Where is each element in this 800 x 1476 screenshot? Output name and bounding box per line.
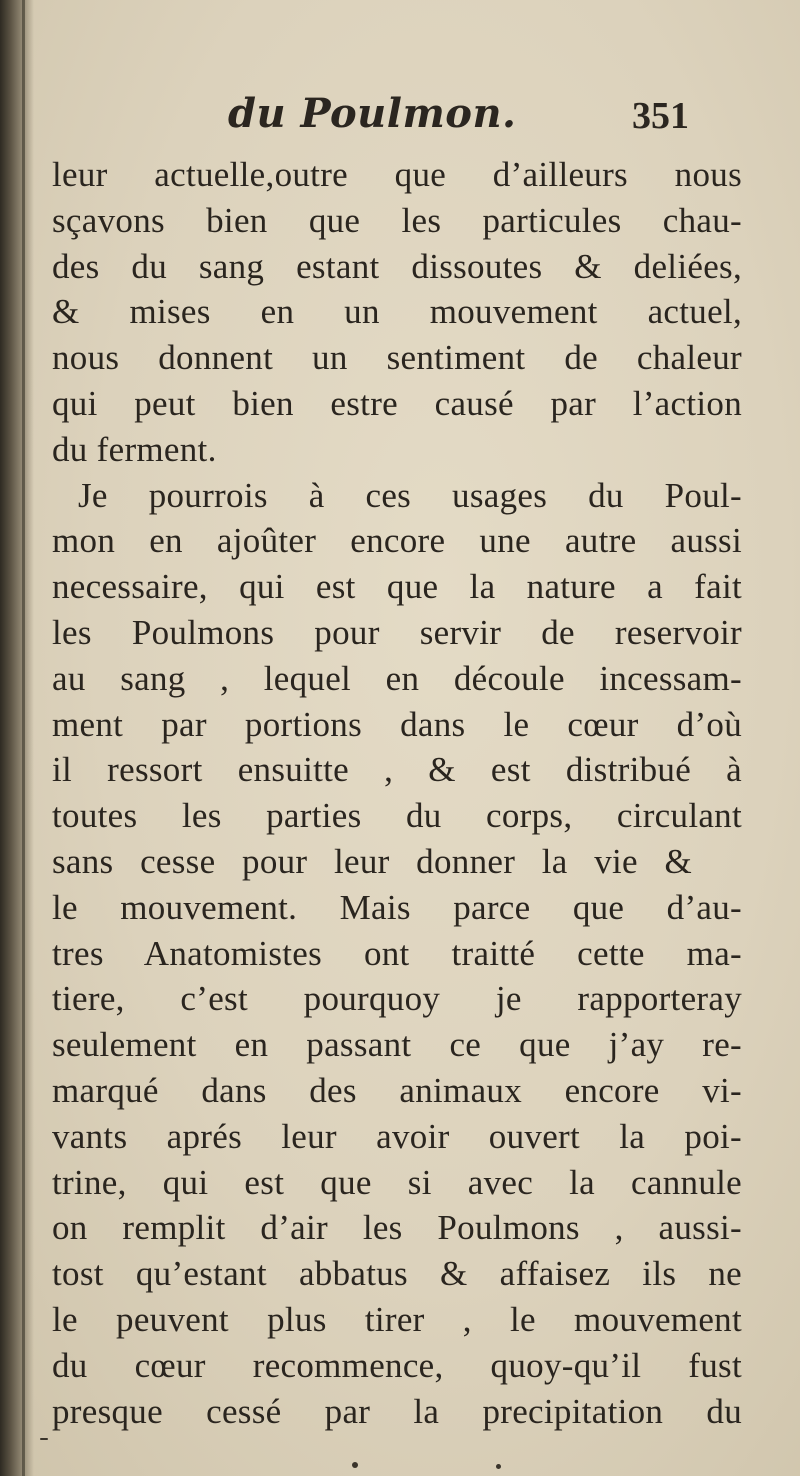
text-line: presque cessé par la precipitation du [52, 1391, 742, 1431]
text-line: tres Anatomistes ont traitté cette ma- [52, 933, 742, 973]
text-line: tiere, c’est pourquoy je rapporteray [52, 979, 742, 1019]
text-line: des du sang estant dissoutes & deliées, [52, 246, 742, 286]
text-line: toutes les parties du corps, circulant [52, 796, 742, 836]
text-line: trine, qui est que si avec la cannule [52, 1162, 742, 1202]
text-line: qui peut bien estre causé par l’action [52, 383, 742, 423]
paper-speck [40, 1438, 48, 1440]
binding-edge [22, 0, 25, 1476]
binding-shadow [0, 0, 34, 1476]
text-line: tost qu’estant abbatus & affaisez ils ne [52, 1254, 742, 1294]
text-line: le peuvent plus tirer , le mouvement [52, 1299, 742, 1339]
text-line: ment par portions dans le cœur d’où [52, 704, 742, 744]
text-line: il ressort ensuitte , & est distribué à [52, 750, 742, 790]
text-line: necessaire, qui est que la nature a fait [52, 567, 742, 607]
paper-speck [352, 1462, 358, 1468]
running-title: du Poulmon. [228, 90, 517, 137]
text-line: nous donnent un sentiment de chaleur [52, 338, 742, 378]
text-line: le mouvement. Mais parce que d’au- [52, 887, 742, 927]
text-line: marqué dans des animaux encore vi- [52, 1070, 742, 1110]
body-text [52, 152, 742, 1434]
text-line: Je pourrois à ces usages du Poul- [78, 475, 742, 515]
text-line: sçavons bien que les particules chau- [52, 200, 742, 240]
text-line: mon en ajoûter encore une autre aussi [52, 521, 742, 561]
text-line: du ferment. [52, 429, 217, 469]
text-line: on remplit d’air les Poulmons , aussi- [52, 1208, 742, 1248]
page-number: 351 [632, 95, 689, 137]
text-line: vants aprés leur avoir ouvert la poi- [52, 1116, 742, 1156]
text-line: seulement en passant ce que j’ay re- [52, 1025, 742, 1065]
text-line: du cœur recommence, quoy-qu’il fust [52, 1345, 742, 1385]
text-line: au sang , lequel en découle incessam- [52, 658, 742, 698]
text-line: les Poulmons pour servir de reservoir [52, 612, 742, 652]
text-line: leur actuelle,outre que d’ailleurs nous [52, 155, 742, 194]
text-line: sans cesse pour leur donner la vie & [52, 841, 692, 881]
paper-speck [496, 1464, 501, 1469]
text-line: & mises en un mouvement actuel, [52, 292, 742, 332]
page-header [0, 90, 800, 150]
